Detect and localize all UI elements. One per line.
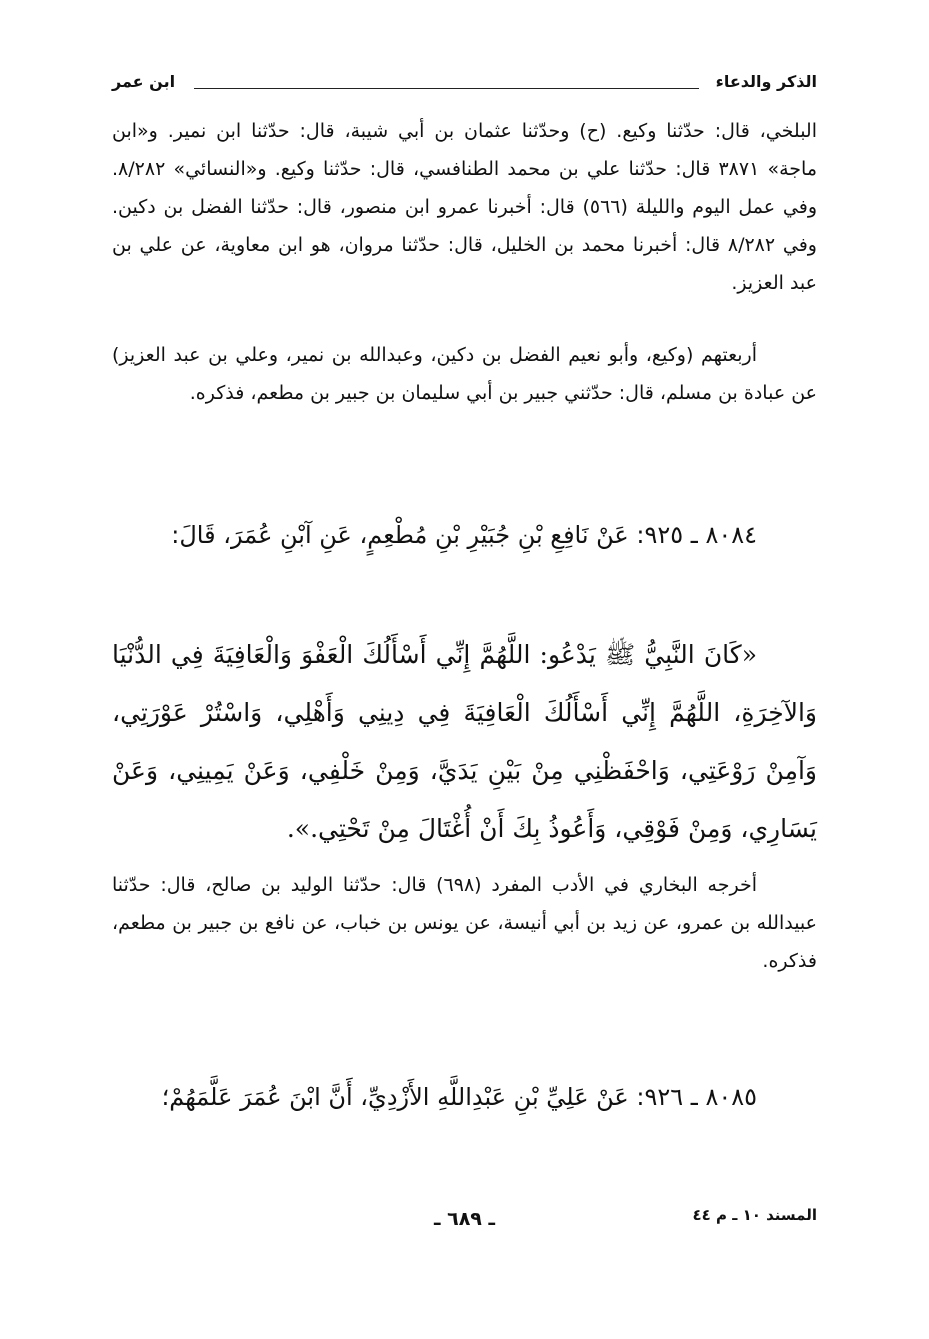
running-header — [112, 72, 817, 98]
header-rule — [194, 88, 699, 89]
hadith-heading-text: ٨٠٨٥ ـ ٩٢٦: عَنْ عَلِيِّ بْنِ عَبْدِاللَّهِ الأَزْدِيِّ، أَنَّ ابْنَ عُمَرَ عَلَّمَهُمْ؛ — [161, 1083, 757, 1111]
hadith-heading-text: ٨٠٨٤ ـ ٩٢٥: عَنْ نَافِعِ بْنِ جُبَيْرِ بْنِ مُطْعِمٍ، عَنِ آبْنِ عُمَرَ، قَالَ: — [171, 521, 757, 549]
hadith-925-heading — [112, 508, 817, 562]
hadith-matn: «كَانَ النَّبِيُّ ﷺ يَدْعُو: اللَّهُمَّ إِنِّي أَسْأَلُكَ الْعَفْوَ وَالْعَافِيَةَ فِي الدُّنْيَا وَالآخِرَةِ، اللَّهُمَّ إِنِّي أَسْأَلُكَ الْعَافِيَةَ فِي دِينِي وَأَهْلِي، وَاسْتُرْ عَوْرَتِي، وَآمِنْ رَوْعَتِي، وَاحْفَظْنِي مِنْ بَيْنِ يَدَيَّ، وَمِنْ خَلْفِي، وَعَنْ يَمِينِي، وَعَنْ يَسَارِي، وَمِنْ فَوْقِي، وَأَعُوذُ بِكَ أَنْ أُغْتَالَ مِنْ تَحْتِي.». — [112, 640, 817, 843]
footer-signature: المسند ١٠ ـ م ٤٤ — [692, 1206, 817, 1224]
sources-paragraph: البلخي، قال: حدّثنا وكيع. (ح) وحدّثنا عثمان بن أبي شيبة، قال: حدّثنا ابن نمير. و«ابن ماجة» ٣٨٧١ قال: حدّثنا علي بن محمد الطنافسي، قال: حدّثنا وكيع. و«النسائي» ٨/٢٨٢. وفي عمل اليوم والليلة (٥٦٦) قال: أخبرنا عمرو ابن منصور، قال: حدّثنا الفضل بن دكين. وفي ٨/٢٨٢ قال: أخبرنا محمد بن الخليل، قال: حدّثنا مروان، هو ابن معاوية، عن علي بن عبد العزيز. — [112, 120, 817, 294]
page-footer — [112, 1206, 817, 1236]
previous-hadith-sources — [112, 112, 817, 302]
previous-hadith-chain — [112, 336, 817, 412]
hadith-926-heading — [112, 1070, 817, 1124]
hadith-925-takhrij — [112, 866, 817, 980]
header-chapter-title: ابن عمر — [112, 72, 176, 91]
hadith-925-text — [112, 626, 817, 858]
takhrij-paragraph: أخرجه البخاري في الأدب المفرد (٦٩٨) قال: حدّثنا الوليد بن صالح، قال: حدّثنا عبيدالله بن عمرو، عن زيد بن أبي أنيسة، عن يونس بن خباب، عن نافع بن جبير بن مطعم، فذكره. — [112, 874, 817, 972]
header-section-title: الذكر والدعاء — [715, 72, 817, 91]
chain-paragraph: أربعتهم (وكيع، وأبو نعيم الفضل بن دكين، وعبدالله بن نمير، وعلي بن عبد العزيز) عن عبادة بن مسلم، قال: حدّثني جبير بن أبي سليمان بن جبير بن مطعم، فذكره. — [112, 344, 817, 404]
page-number: ـ ٦٨٩ ـ — [433, 1208, 495, 1230]
